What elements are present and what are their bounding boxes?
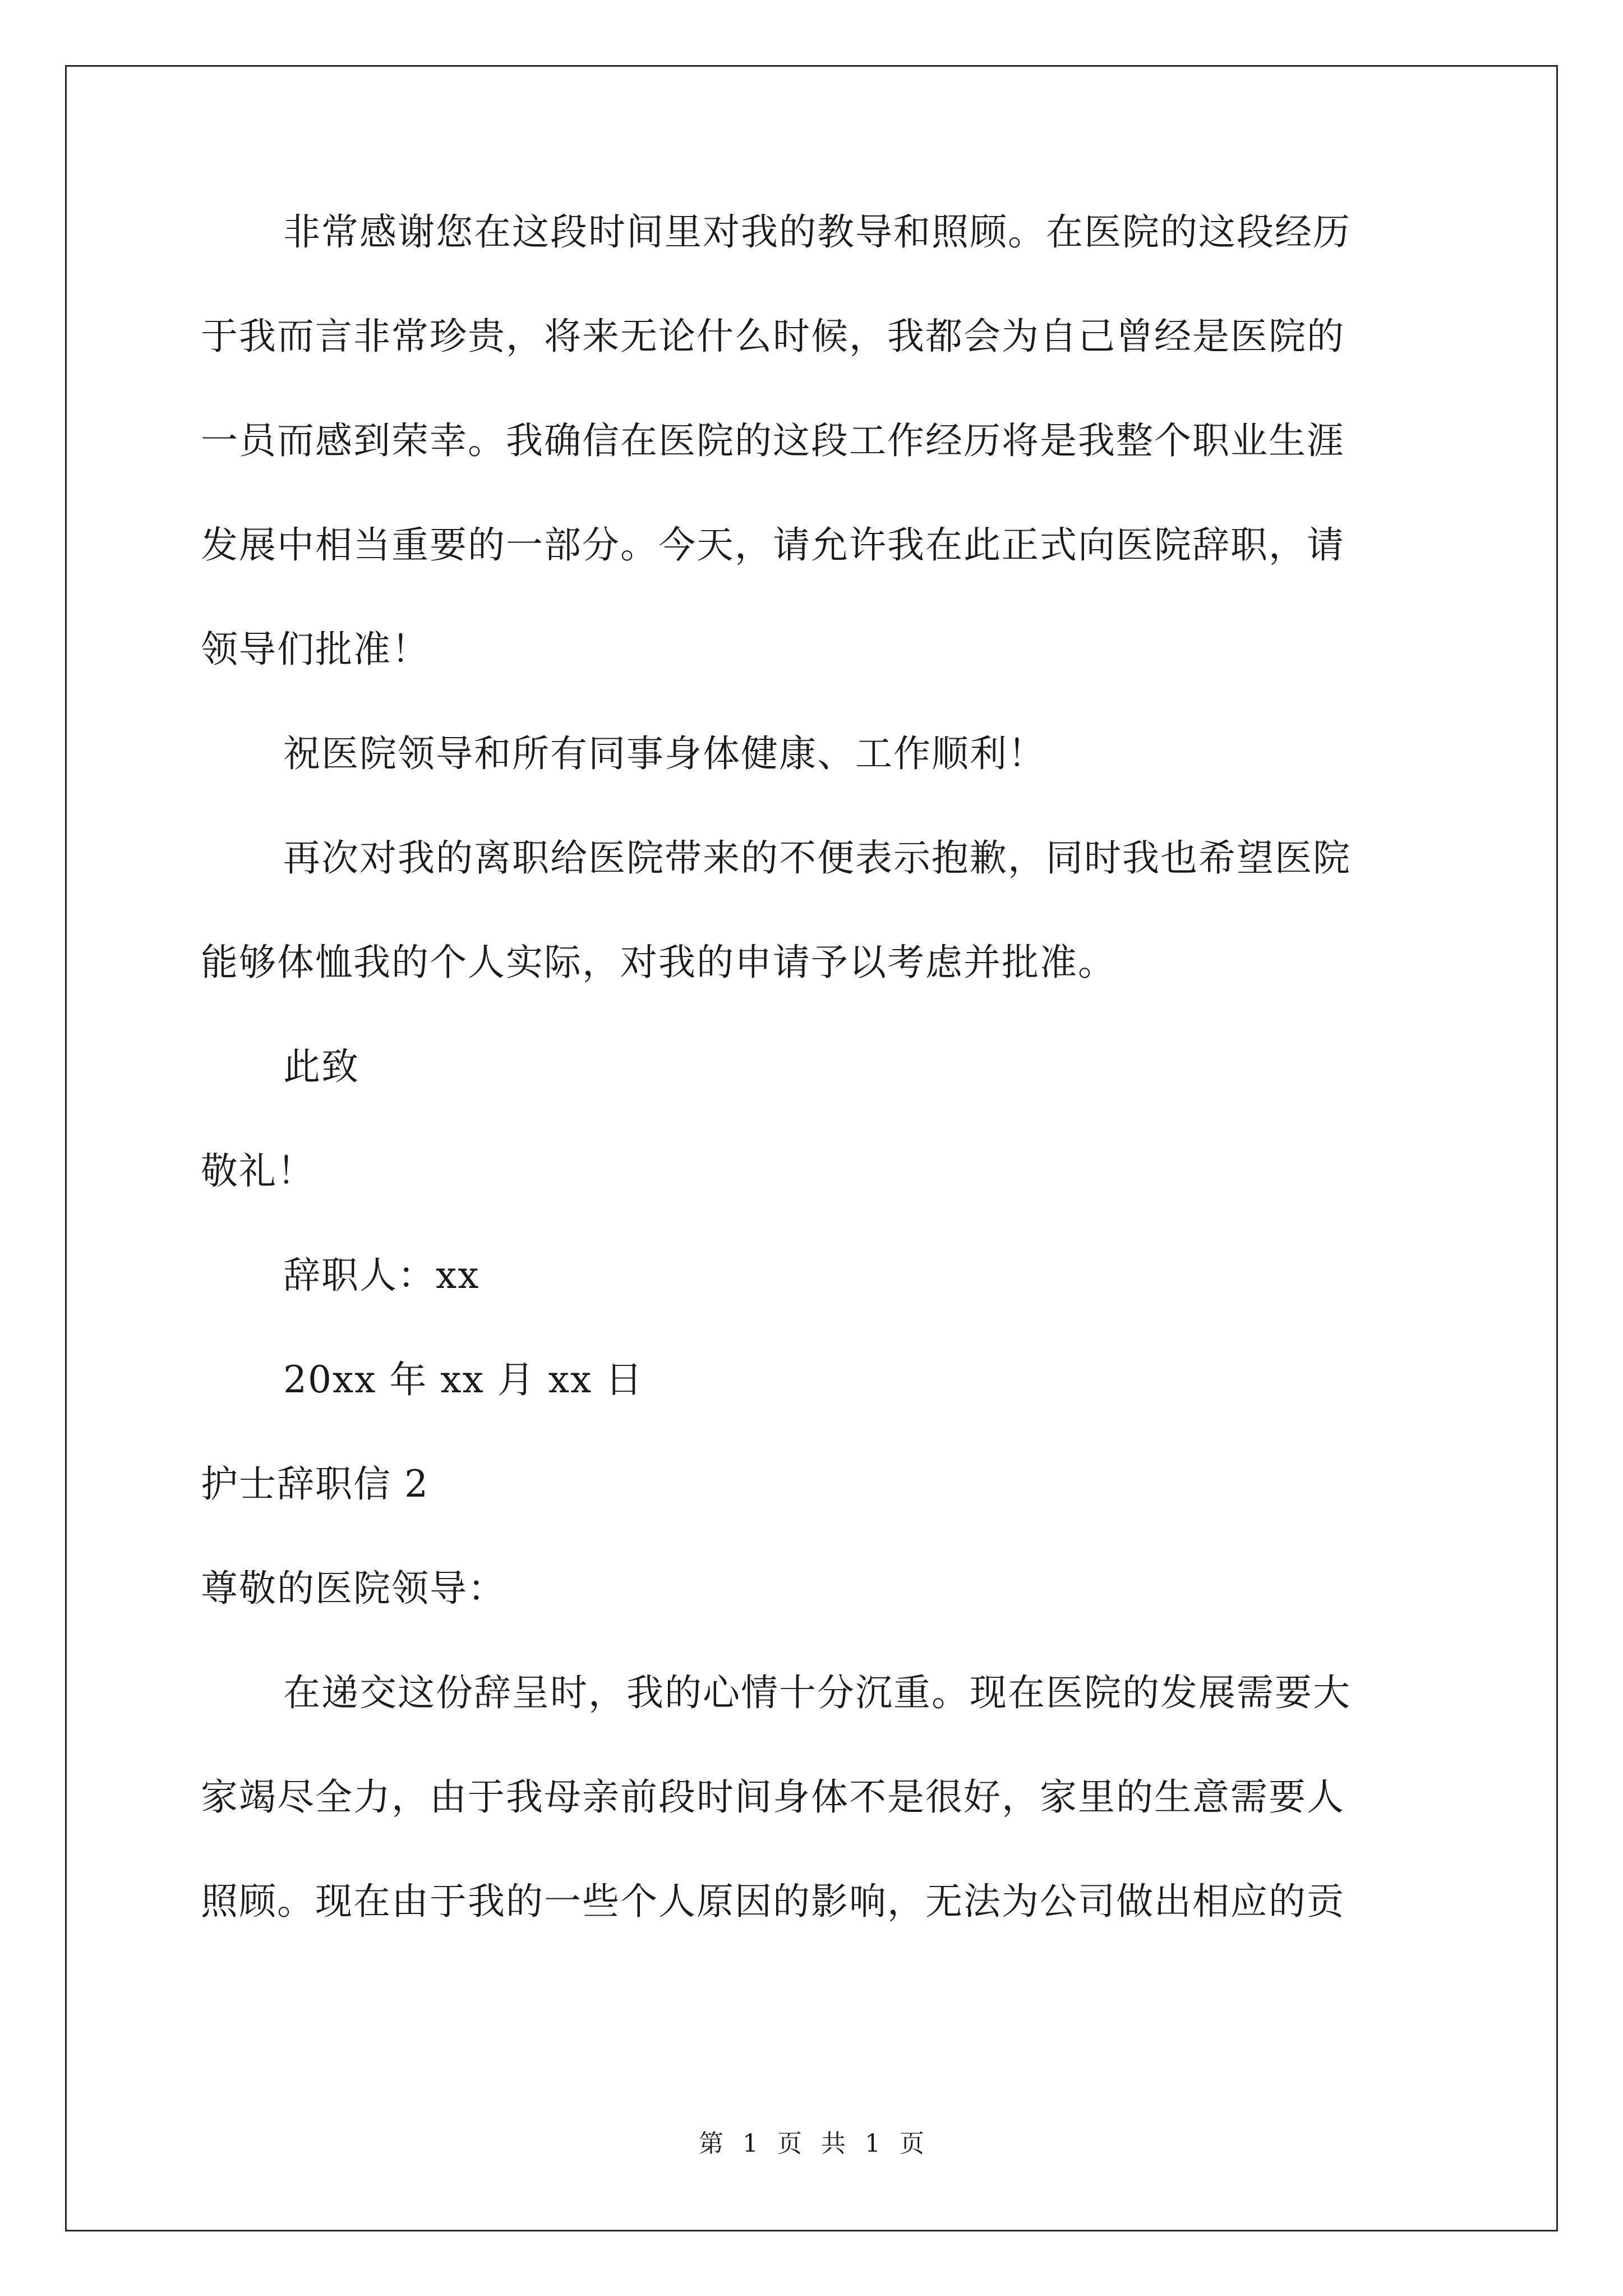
paragraph-line: 能够体恤我的个人实际，对我的申请予以考虑并批准。: [201, 941, 1116, 984]
paragraph-line: 领导们批准！: [201, 628, 430, 671]
paragraph-line: 非常感谢您在这段时间里对我的教导和照顾。在医院的这段经历: [283, 210, 1351, 254]
greeting-line: 尊敬的医院领导：: [201, 1567, 506, 1610]
paragraph-line: 家竭尽全力，由于我母亲前段时间身体不是很好，家里的生意需要人: [201, 1775, 1345, 1819]
page-number-footer: 第 1 页 共 1 页: [699, 2129, 924, 2158]
salutation-line: 敬礼！: [201, 1149, 315, 1193]
paragraph-line: 一员而感到荣幸。我确信在医院的这段工作经历将是我整个职业生涯: [201, 419, 1345, 462]
paragraph-line: 照顾。现在由于我的一些个人原因的影响，无法为公司做出相应的贡: [201, 1880, 1345, 1923]
signature-line: 辞职人：xx: [283, 1254, 480, 1297]
paragraph-line: 再次对我的离职给医院带来的不便表示抱歉，同时我也希望医院: [283, 836, 1351, 880]
paragraph-line: 祝医院领导和所有同事身体健康、工作顺利！: [283, 732, 1046, 775]
paragraph-line: 发展中相当重要的一部分。今天，请允许我在此正式向医院辞职，请: [201, 523, 1345, 567]
date-line: 20xx 年 xx 月 xx 日: [283, 1358, 644, 1401]
paragraph-line: 在递交这份辞呈时，我的心情十分沉重。现在医院的发展需要大: [283, 1671, 1351, 1714]
paragraph-line: 于我而言非常珍贵，将来无论什么时候，我都会为自己曾经是医院的: [201, 315, 1345, 358]
section-heading: 护士辞职信 2: [201, 1462, 429, 1506]
closing-line: 此致: [283, 1045, 359, 1088]
